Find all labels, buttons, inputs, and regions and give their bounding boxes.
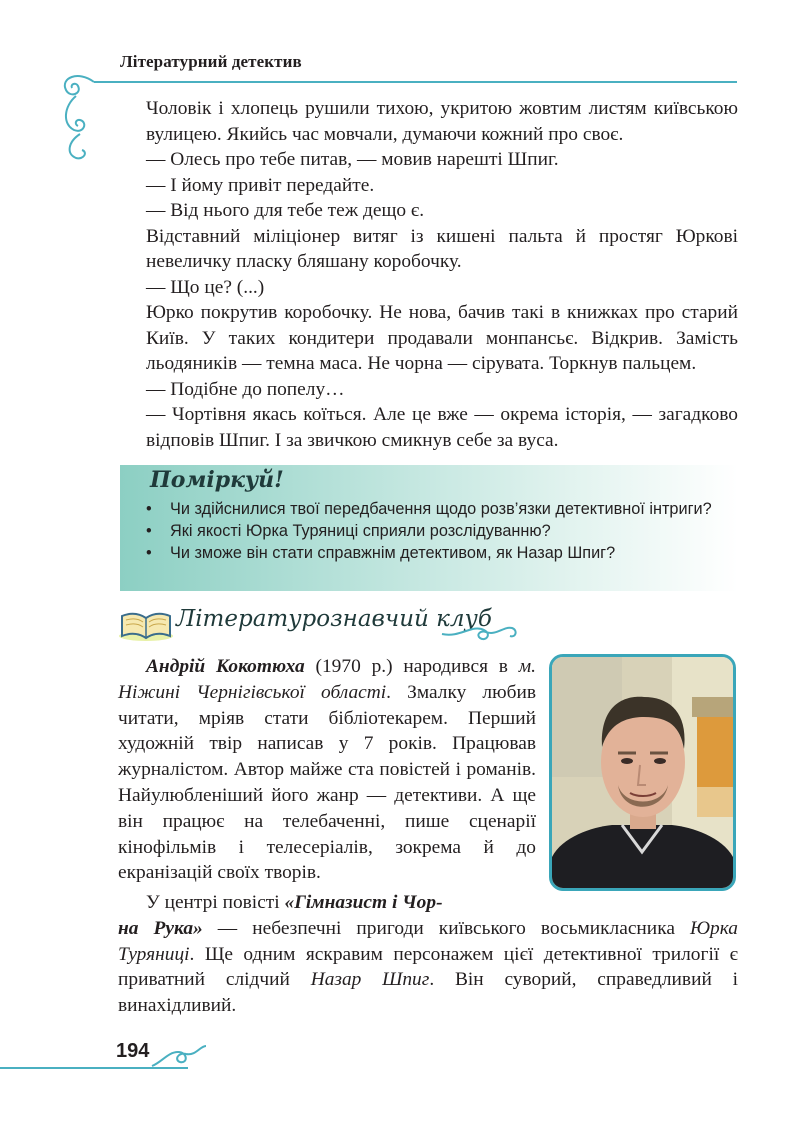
running-header: Літературний детектив	[120, 52, 302, 71]
book-title-cont: на Рука»	[118, 917, 203, 939]
story-paragraph: — Чортівня якась коїться. Але це вже — окрема історія, — загадково відповів Шпиг. І за звичкою смикнув себе за вуса.	[146, 404, 738, 451]
hero-name: Юрка Туряниці	[118, 917, 738, 965]
book-title: «Гімназист і Чор-	[284, 892, 443, 913]
detective-name: Назар Шпиг	[310, 969, 430, 991]
swirl-ornament-icon	[440, 616, 520, 646]
list-item: • Чи зможе він стати справжнім детективом, як Назар Шпиг?	[146, 544, 616, 562]
swirl-ornament-icon	[150, 1040, 210, 1070]
bullet-icon: •	[146, 544, 152, 562]
bio-paragraph: Андрій Кокотюха (1970 р.) народився в м. Ніжині Чернігівської області. Змалку любив читати, мріяв стати бібліотекарем. Перший художній твір написав у 7 років. Працював журналістом. Автор майже ста повістей і романів. Найулюбленіший його жанр — детективи. А ще він працює на телебаченні, пише сценарії кінофільмів і телесеріалів, зокрема й до екранізацій своїх творів.	[118, 656, 536, 884]
birthplace: м. Ніжині Чернігівської області	[118, 656, 536, 703]
list-item: • Чи здійснилися твої передбачення щодо розв’язки детективної інтриги?	[146, 500, 712, 518]
book-description	[118, 890, 738, 1019]
author-bio	[118, 654, 536, 886]
list-item: • Які якості Юрка Туряниці сприяли розслідуванню?	[146, 522, 551, 540]
story-paragraph: Чоловік і хлопець рушили тихою, укритою жовтим листям київською вулицею. Якийсь час мовчали, думаючи кожний про своє.	[146, 98, 738, 145]
think-title: Поміркуй!	[150, 467, 284, 493]
story-paragraph: — І йому привіт передайте.	[146, 174, 375, 196]
story-paragraph: — Подібне до попелу…	[146, 378, 345, 400]
bullet-icon: •	[146, 500, 152, 518]
story-text	[146, 96, 738, 453]
story-paragraph: Юрко покрутив коробочку. Не нова, бачив такі в книжках про старий Київ. У таких кондитери продавали монпансьє. Відкрив. Замість льодяників — темна маса. Не чорна — сірувата. Торкнув пальцем.	[146, 302, 738, 374]
bullet-icon: •	[146, 522, 152, 540]
swirl-ornament-icon	[54, 66, 100, 162]
story-paragraph: Відставний міліціонер витяг із кишені пальта й простяг Юркові невеличку пласку бляшану коробочку.	[146, 225, 738, 272]
club-title: Літературознавчий клуб	[176, 606, 492, 632]
story-paragraph: — Від нього для тебе теж дещо є.	[146, 200, 425, 221]
think-box	[120, 465, 738, 591]
author-name: Андрій Кокотюха	[146, 656, 305, 677]
open-book-icon	[118, 608, 174, 642]
question-list	[140, 499, 740, 565]
bio-paragraph: У центрі повісті «Гімназист і Чор- на Рука» — небезпечні пригоди київського восьмикласника Юрка Туряниці. Ще одним яскравим персонажем цієї детективної трилогії є приватний слідчий Назар Шпиг. Він суворий, справедливий і винахідливий.	[118, 892, 738, 1017]
header-rule	[94, 81, 737, 83]
author-photo	[549, 654, 736, 891]
story-paragraph: — Що це? (...)	[146, 276, 265, 298]
page-number: 194	[116, 1040, 150, 1062]
story-paragraph: — Олесь про тебе питав, — мовив нарешті Шпиг.	[146, 149, 559, 170]
